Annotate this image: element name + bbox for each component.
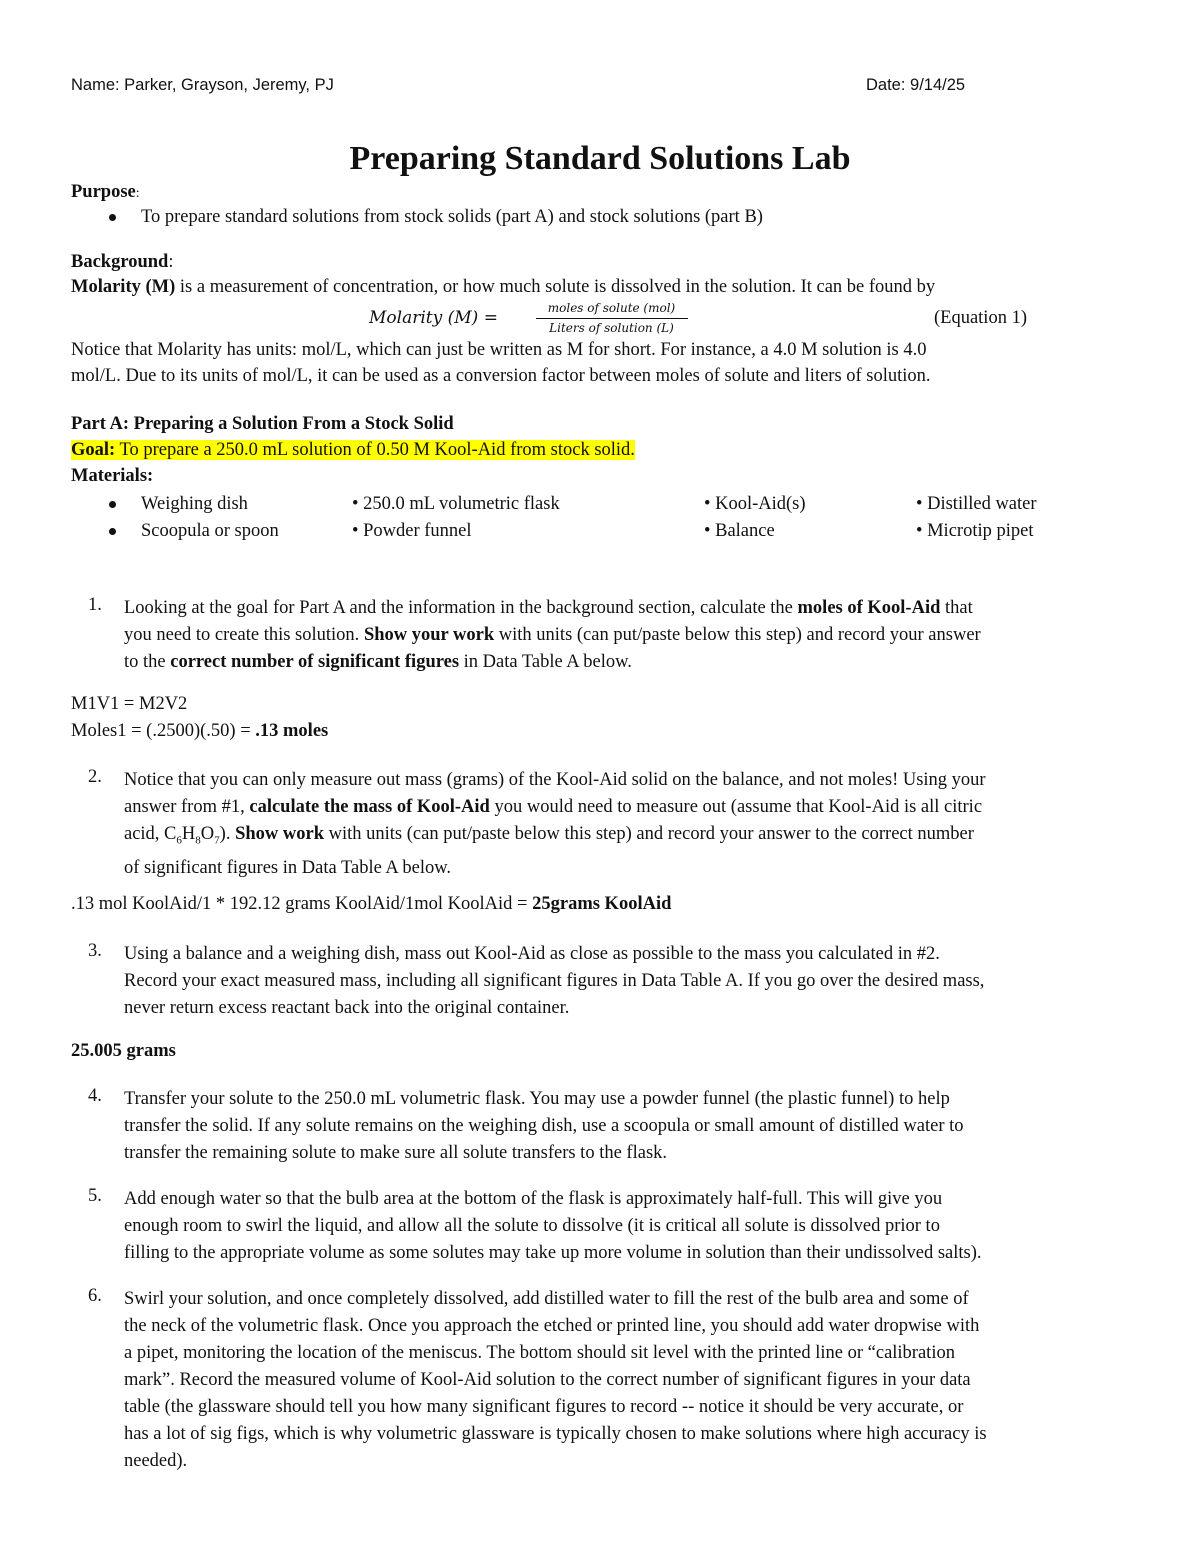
answer-bold: .13 moles <box>255 721 329 741</box>
purpose-label: Purpose <box>71 182 136 202</box>
step-text: in Data Table A below. <box>459 652 632 672</box>
step-6 <box>124 1286 1134 1475</box>
purpose-bullet-text: To prepare standard solutions from stock solids (part A) and stock solutions (part B) <box>141 207 763 227</box>
step-text: the neck of the volumetric flask. Once you approach the etched or printed line, you should add water dropwise with <box>124 1316 980 1336</box>
purpose-heading <box>71 182 140 203</box>
step-text: you need to create this solution. <box>124 625 364 645</box>
equation-numerator: moles of solute (mol) <box>547 301 676 315</box>
equation-lhs: Molarity (M) = <box>369 308 498 328</box>
step-text: Record your exact measured mass, including all significant figures in Data Table A. If you go over the desired mass, <box>124 971 985 991</box>
step-text: O <box>200 824 215 844</box>
material-item: • Balance <box>704 521 775 541</box>
step-text: never return excess reactant back into the original container. <box>124 998 570 1018</box>
answer-1-line-1: M1V1 = M2V2 <box>71 694 188 714</box>
material-item: • Kool-Aid(s) <box>704 494 806 514</box>
molarity-definition <box>71 277 935 298</box>
step-text: with units (can put/paste below this step) and record your answer <box>494 625 981 645</box>
step-text: answer from #1, <box>124 797 250 817</box>
step-text: H <box>181 824 196 844</box>
step-number: 3. <box>88 941 102 961</box>
fraction-bar <box>536 318 688 319</box>
molarity-def-text: is a measurement of concentration, or how much solute is dissolved in the solution. It can be found by <box>175 277 936 297</box>
bullet-icon <box>109 528 116 535</box>
answer-2 <box>71 894 671 915</box>
subscript: 8 <box>195 834 201 847</box>
step-text: needed). <box>124 1451 188 1471</box>
name-field: Name: Parker, Grayson, Jeremy, PJ <box>71 76 334 94</box>
step-text: filling to the appropriate volume as some solutes may take up more volume in solution than their undissolved salts). <box>124 1243 982 1263</box>
answer-bold: 25.005 grams <box>71 1041 176 1061</box>
step-bold: Show your work <box>363 625 495 645</box>
material-item: • Powder funnel <box>352 521 472 541</box>
step-text: transfer the solid. If any solute remains on the weighing dish, use a scoopula or small amount of distilled water to <box>124 1116 964 1136</box>
step-text: Notice that you can only measure out mass (grams) of the Kool-Aid solid on the balance, and not moles! Using your <box>124 770 986 790</box>
step-text: has a lot of sig figs, which is why volumetric glassware is typically chosen to make solutions where high accuracy is <box>124 1424 987 1444</box>
step-text: mark”. Record the measured volume of Kool-Aid solution to the correct number of significant figures in your data <box>124 1370 971 1390</box>
step-text: that <box>940 598 973 618</box>
step-bold: correct number of significant figures <box>170 652 460 672</box>
step-bold: calculate the mass of Kool-Aid <box>249 797 490 817</box>
step-text: Looking at the goal for Part A and the information in the background section, calculate the <box>124 598 798 618</box>
notice-line-2: mol/L. Due to its units of mol/L, it can be used as a conversion factor between moles of solute and liters of solution. <box>71 366 931 386</box>
step-number: 2. <box>88 767 102 787</box>
date-field: Date: 9/14/25 <box>866 76 966 94</box>
background-colon: : <box>168 252 174 272</box>
materials-heading <box>71 466 153 487</box>
step-bold: Show work <box>235 824 325 844</box>
step-number: 6. <box>88 1286 102 1306</box>
material-item: Scoopula or spoon <box>141 521 279 541</box>
goal-text: To prepare a 250.0 mL solution of 0.50 M Kool-Aid from stock solid. <box>115 440 635 460</box>
answer-text: .13 mol KoolAid/1 * 192.12 grams KoolAid/1mol KoolAid = <box>71 894 533 914</box>
step-5 <box>124 1186 1134 1267</box>
subscript: 7 <box>214 834 220 847</box>
step-text: Swirl your solution, and once completely dissolved, add distilled water to fill the rest of the bulb area and some of <box>124 1289 969 1309</box>
step-bold: moles of Kool-Aid <box>797 598 941 618</box>
step-text: with units (can put/paste below this step) and record your answer to the correct number <box>324 824 974 844</box>
background-heading <box>71 252 173 273</box>
step-text: ). <box>219 824 236 844</box>
bullet-icon <box>109 214 116 221</box>
part-a-heading <box>71 414 454 435</box>
material-item: • 250.0 mL volumetric flask <box>352 494 560 514</box>
notice-line-1: Notice that Molarity has units: mol/L, which can just be written as M for short. For instance, a 4.0 M solution is 4.0 <box>71 340 927 360</box>
material-item: • Microtip pipet <box>916 521 1034 541</box>
step-text: acid, C <box>124 824 177 844</box>
step-text: table (the glassware should tell you how many significant figures to record -- notice it should be very accurate, or <box>124 1397 964 1417</box>
step-number: 5. <box>88 1186 102 1206</box>
bullet-icon <box>109 501 116 508</box>
step-number: 1. <box>88 595 102 615</box>
step-text: enough room to swirl the liquid, and allow all the solute to dissolve (it is critical all solute is dissolved prior to <box>124 1216 940 1236</box>
step-text: you would need to measure out (assume that Kool-Aid is all citric <box>489 797 983 817</box>
background-label: Background <box>71 252 169 272</box>
step-text: Using a balance and a weighing dish, mass out Kool-Aid as close as possible to the mass you calculated in #2. <box>124 944 940 964</box>
step-2 <box>124 767 1134 882</box>
step-4 <box>124 1086 1134 1167</box>
step-text: of significant figures in Data Table A below. <box>124 857 452 878</box>
equation-denominator: Liters of solution (L) <box>549 321 674 335</box>
goal-highlight <box>71 440 635 460</box>
equation-label: (Equation 1) <box>934 308 1027 328</box>
answer-text: Moles1 = (.2500)(.50) = <box>71 721 256 741</box>
part-a-heading-text: Part A: Preparing a Solution From a Stock Solid <box>71 414 454 434</box>
step-number: 4. <box>88 1086 102 1106</box>
goal-label: Goal: <box>71 440 116 460</box>
materials-label: Materials: <box>71 466 154 486</box>
step-text: a pipet, monitoring the location of the meniscus. The bottom should sit level with the printed line or “calibration <box>124 1343 955 1363</box>
subscript: 6 <box>176 834 182 847</box>
step-text: Add enough water so that the bulb area at the bottom of the flask is approximately half-full. This will give you <box>124 1189 943 1209</box>
step-3 <box>124 941 1134 1022</box>
answer-bold: 25grams KoolAid <box>532 894 672 914</box>
page-title: Preparing Standard Solutions Lab <box>349 140 851 177</box>
answer-3 <box>71 1041 176 1062</box>
step-text: Transfer your solute to the 250.0 mL volumetric flask. You may use a powder funnel (the plastic funnel) to help <box>124 1089 950 1109</box>
goal-line <box>71 440 635 461</box>
material-item: • Distilled water <box>916 494 1037 514</box>
answer-1-line-2 <box>71 721 328 742</box>
step-text: transfer the remaining solute to make sure all solute transfers to the flask. <box>124 1143 668 1163</box>
step-1 <box>124 595 1134 676</box>
step-text: to the <box>124 652 171 672</box>
material-item: Weighing dish <box>141 494 248 514</box>
molarity-term: Molarity (M) <box>71 277 176 297</box>
purpose-colon: : <box>135 186 140 201</box>
